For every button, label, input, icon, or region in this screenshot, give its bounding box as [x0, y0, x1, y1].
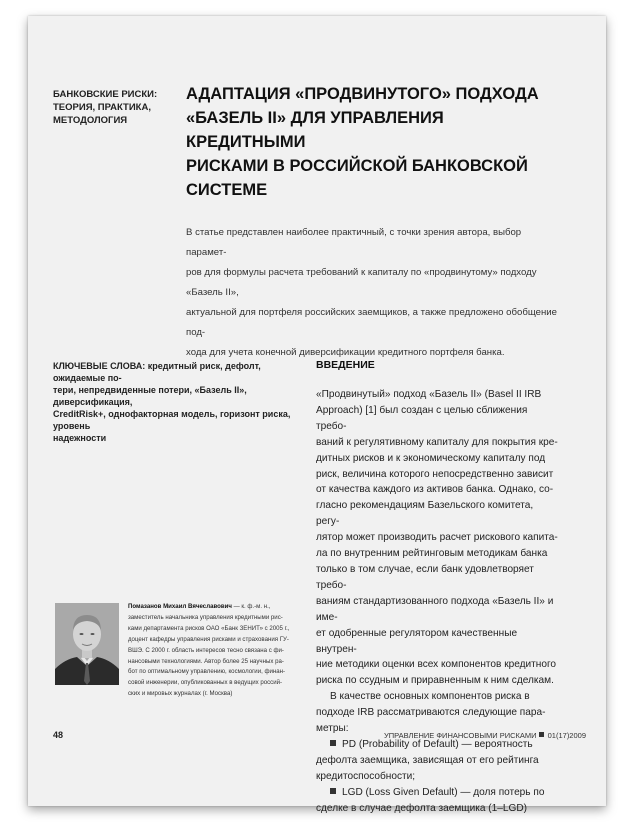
- text-line: ла по внутренним рейтинговым методикам банка: [316, 548, 548, 560]
- section-label-line: ТЕОРИЯ, ПРАКТИКА,: [53, 102, 151, 113]
- abstract-line: ров для формулы расчета требований к капиталу по «продвинутому» подходу «Базель II»,: [186, 267, 537, 298]
- bio-line: заместитель начальника управления кредитными рис-: [128, 613, 283, 621]
- bullet-item: [316, 737, 558, 785]
- keywords-line: CreditRisk+, однофакторная модель, горизонт риска, уровень: [53, 409, 291, 431]
- section-label: [53, 88, 163, 127]
- square-bullet-icon: [330, 740, 336, 746]
- bio-line: ками департамента рисков ОАО «Банк ЗЕНИТ» с 2005 г.,: [128, 624, 290, 632]
- square-separator-icon: [539, 732, 544, 737]
- section-label-line: МЕТОДОЛОГИЯ: [53, 115, 128, 126]
- introduction-heading: ВВЕДЕНИЕ: [316, 359, 375, 371]
- text-line: гласно рекомендациям Базельского комитета, регу-: [316, 500, 534, 528]
- text-line: подходе IRB рассматриваются следующие пара-: [316, 707, 546, 719]
- bullet-item: [316, 785, 558, 817]
- keywords-line: надежности: [53, 433, 107, 443]
- title-line: «БАЗЕЛЬ II» ДЛЯ УПРАВЛЕНИЯ КРЕДИТНЫМИ: [186, 109, 444, 151]
- abstract-line: хода для учета конечной диверсификации кредитного портфеля банка.: [186, 347, 505, 358]
- text-line: от качества каждого из активов банка. Однако, со-: [316, 484, 554, 496]
- text-line: дефолта заемщика, зависящая от его рейтинга: [316, 754, 539, 766]
- bio-line: — к. ф.-м. н.,: [231, 603, 271, 610]
- text-line: только в том случае, если банк удовлетворяет требо-: [316, 563, 534, 591]
- text-line: ет одобренные регулятором качественные внутрен-: [316, 627, 518, 655]
- text-line: дитных рисков и к экономическому капиталу под: [316, 452, 546, 464]
- author-name: Помазанов Михаил Вячеславович: [128, 603, 232, 610]
- author-portrait-icon: [55, 603, 119, 685]
- text-line: ние методики оценки всех компонентов кредитного: [316, 659, 557, 671]
- title-line: СИСТЕМЕ: [186, 181, 268, 199]
- bio-line: ВШЭ. С 2000 г. область интересов тесно связана с фи-: [128, 646, 284, 654]
- bio-line: совой инженерии, опубликованных в ведущих россий-: [128, 679, 283, 687]
- bio-line: доцент кафедры управления рисками и страхования ГУ-: [128, 635, 289, 643]
- abstract-line: В статье представлен наиболее практичный, с точки зрения автора, выбор парамет-: [186, 227, 522, 258]
- square-bullet-icon: [330, 788, 336, 794]
- running-footer: [384, 731, 586, 740]
- text-line: PD (Probability of Default) — вероятность: [342, 738, 533, 750]
- text-line: ваний к регулятивному капиталу для покрытия кре-: [316, 436, 558, 448]
- keywords-line: тери, непредвиденные потери, «Базель II», диверсификация,: [53, 385, 247, 407]
- text-line: риск, величина которого непосредственно зависит: [316, 468, 554, 480]
- text-line: метры:: [316, 723, 349, 735]
- text-line: кредитоспособности;: [316, 770, 416, 782]
- text-line: сделке в случае дефолта заемщика (1–LGD): [316, 802, 528, 814]
- title-line: РИСКАМИ В РОССИЙСКОЙ БАНКОВСКОЙ: [186, 157, 528, 175]
- text-line: «Продвинутый» подход «Базель II» (Basel II IRB: [316, 389, 542, 400]
- title-line: АДАПТАЦИЯ «ПРОДВИНУТОГО» ПОДХОДА: [186, 85, 539, 103]
- keywords-line: кредитный риск, дефолт, ожидаемые по-: [53, 361, 261, 383]
- bio-line: ских и мировых журналах (г. Москва): [128, 690, 233, 698]
- article-title: [186, 82, 566, 202]
- keywords-heading: КЛЮЧЕВЫЕ СЛОВА:: [53, 361, 146, 371]
- text-line: ваниям стандартизованного подхода «Базель II» и име-: [316, 595, 554, 623]
- author-photo: [55, 603, 119, 685]
- paragraph: [316, 387, 558, 689]
- text-line: LGD (Loss Given Default) — доля потерь по: [342, 786, 545, 798]
- abstract-line: актуальной для портфеля российских заемщиков, а также предложено обобщение под-: [186, 307, 557, 338]
- journal-name: УПРАВЛЕНИЕ ФИНАНСОВЫМИ РИСКАМИ: [383, 731, 537, 740]
- bio-line: бот по оптимальному управлению, космологии, финан-: [128, 668, 286, 676]
- bio-line: нансовыми технологиями. Автор более 25 научных ра-: [128, 657, 284, 665]
- page-number: 48: [53, 730, 64, 740]
- paragraph: [316, 689, 558, 737]
- keywords: [53, 360, 295, 444]
- introduction-body: [316, 387, 558, 816]
- text-line: риска по ссудным и приравненным к ним сделкам.: [316, 675, 554, 687]
- issue-number: 01(17)2009: [545, 731, 586, 740]
- author-bio: [128, 602, 294, 700]
- abstract: [186, 223, 558, 363]
- section-label-line: БАНКОВСКИЕ РИСКИ:: [53, 89, 158, 100]
- text-line: В качестве основных компонентов риска в: [330, 691, 530, 703]
- text-line: лятор может производить расчет рискового капита-: [316, 532, 558, 544]
- text-line: Approach) [1] был создан с целью сближения требо-: [316, 404, 528, 432]
